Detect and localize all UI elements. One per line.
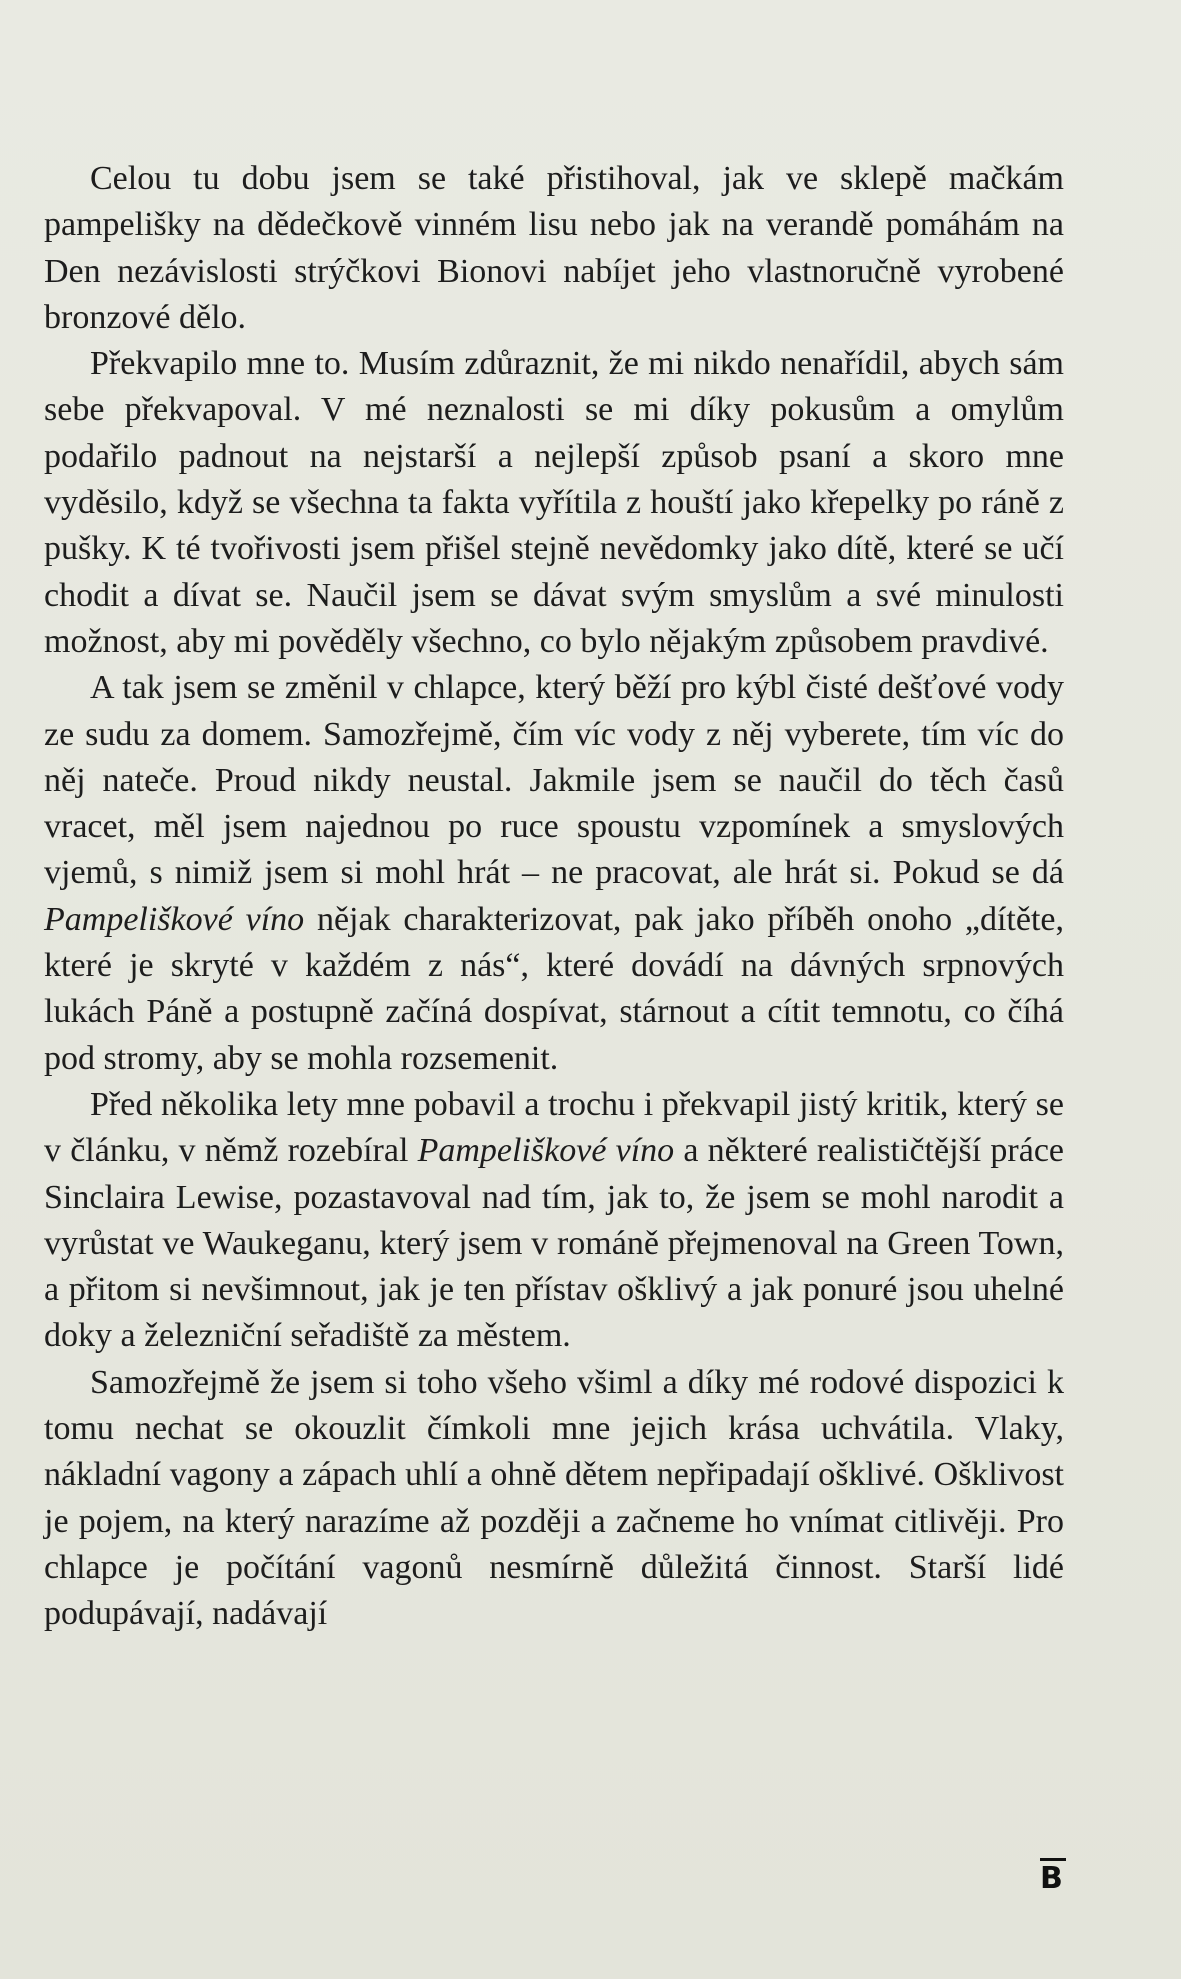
paragraph-text: nějak charakterizovat, pak jako příběh onoho „dítěte, které je skryté v každém z nás“, které dovádí na dávných srpnových lukách Páně a postupně začíná dospívat, stárnout a cítit temnotu, co číhá pod stromy, aby se mohla rozsemenit.: [44, 900, 1064, 1077]
paragraph-text: Samozřejmě že jsem si toho všeho všiml a díky mé rodové dispozici k tomu nechat se okouzlit čímkoli mne jejich krása uchvátila. Vlaky, nákladní vagony a zápach uhlí a ohně dětem nepřipadají ošklivé. Ošklivost je pojem, na který narazíme až později a začneme ho vnímat citlivěji. Pro chlapce je počítání vagonů nesmírně důležitá činnost. Starší lidé podupávají, nadávají: [44, 1363, 1064, 1633]
book-title-italic: Pampeliškové víno: [44, 900, 305, 938]
paragraph-text: Celou tu dobu jsem se také přistihoval, jak ve sklepě mačkám pampelišky na dědečkově vinném lisu nebo jak na verandě pomáhám na Den nezávislosti strýčkovi Bionovi nabíjet jeho vlastnoručně vyrobené bronzové dělo.: [44, 160, 1064, 336]
publisher-logo: [1040, 1858, 1066, 1894]
book-title-italic: Pampeliškové víno: [417, 1132, 675, 1170]
body-text: [44, 156, 1064, 1638]
paragraph: [44, 1082, 1064, 1360]
logo-letter: B: [1040, 1861, 1063, 1896]
paragraph-text: a některé realističtější práce Sinclaira Lewise, pozastavoval nad tím, jak to, že jsem se mohl narodit a vyrůstat ve Waukeganu, který jsem v románě přejmenoval na Green Town, a přitom si nevšimnout, jak je ten přístav ošklivý a jak ponuré jsou uhelné doky a železniční seřadiště za městem.: [44, 1132, 1064, 1355]
paragraph: [44, 1360, 1064, 1638]
paragraph-text: Překvapilo mne to. Musím zdůraznit, že mi nikdo nenařídil, abych sám sebe překvapoval. V mé neznalosti se mi díky pokusům a omylům podařilo padnout na nejstarší a nejlepší způsob psaní a skoro mne vyděsilo, když se všechna ta fakta vyřítila z houští jako křepelky po ráně z pušky. K té tvořivosti jsem přišel stejně nevědomky jako dítě, které se učí chodit a dívat se. Naučil jsem se dávat svým smyslům a své minulosti možnost, aby mi pověděly všechno, co bylo nějakým způsobem pravdivé.: [44, 345, 1064, 660]
paragraph: [44, 665, 1064, 1082]
paragraph-text: Před několika lety mne pobavil a trochu i překvapil jistý kritik, který se v článku, v němž rozebíral: [44, 1085, 1064, 1170]
paragraph: [44, 156, 1064, 341]
paragraph: [44, 341, 1064, 665]
paragraph-text: A tak jsem se změnil v chlapce, který běží pro kýbl čisté dešťové vody ze sudu za domem. Samozřejmě, čím víc vody z něj vyberete, tím víc do něj nateče. Proud nikdy neustal. Jakmile jsem se naučil do těch časů vracet, měl jsem najednou po ruce spoustu vzpomínek a smyslových vjemů, s nimiž jsem si mohl hrát – ne pracovat, ale hrát si. Pokud se dá: [44, 669, 1064, 892]
